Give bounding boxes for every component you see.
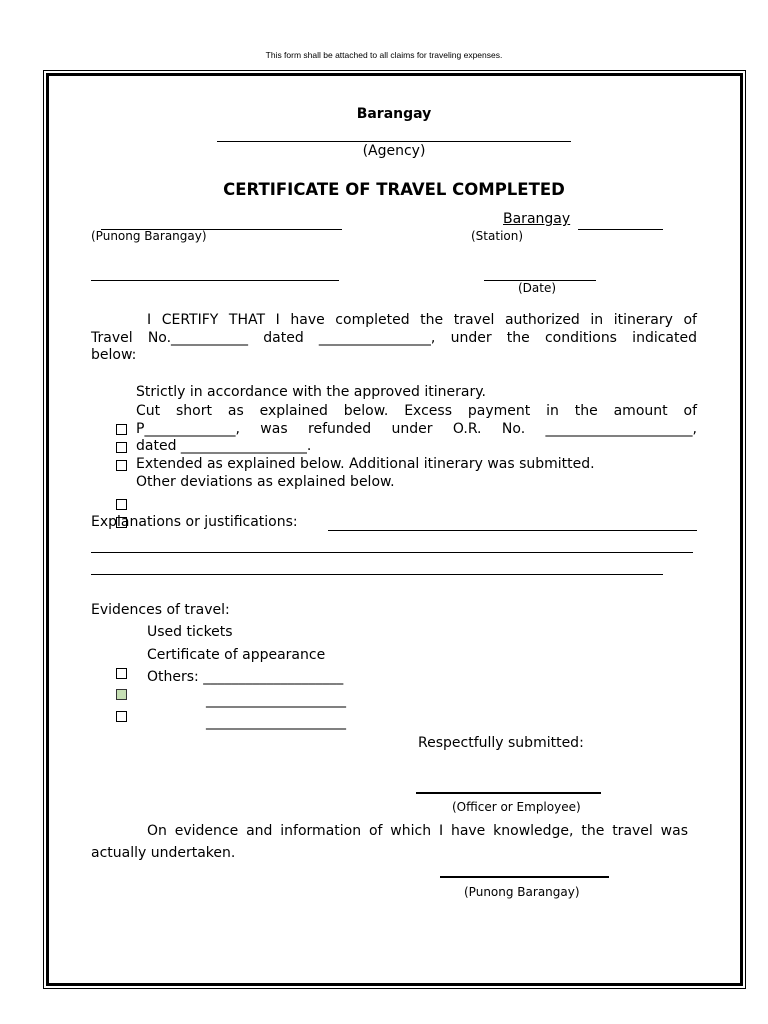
evidences-label: Evidences of travel: (91, 602, 230, 618)
evidence-statement-line-2: actually undertaken. (91, 845, 236, 861)
explanation-line-3 (91, 574, 663, 575)
evidence-certificate: Certificate of appearance (147, 647, 326, 663)
evidence-others: Others: ____________________ (147, 669, 344, 685)
name-line (91, 280, 339, 281)
top-note: This form shall be attached to all claims for traveling expenses. (265, 50, 503, 60)
checkbox-strict[interactable] (116, 424, 127, 435)
barangay-heading: Barangay (356, 106, 432, 122)
station-value: Barangay (503, 211, 571, 227)
checkbox-used-tickets[interactable] (116, 668, 127, 679)
officer-signature-line (416, 792, 601, 794)
station-line (578, 229, 663, 230)
condition-dated: dated __________________. (136, 438, 312, 454)
certify-line-1: I CERTIFY THAT I have completed the travel authorized in itinerary of (147, 312, 697, 328)
explanation-line-1 (328, 530, 697, 531)
checkbox-others[interactable] (116, 711, 127, 722)
checkbox-certificate[interactable] (116, 689, 127, 700)
agency-line (217, 141, 571, 142)
condition-refund: P_____________, was refunded under O.R. No. _____________________, (136, 421, 697, 437)
condition-cut-short: Cut short as explained below. Excess payment in the amount of (136, 403, 697, 419)
station-label: (Station) (471, 229, 524, 243)
explanation-line-2 (91, 552, 693, 553)
punong-barangay-label: (Punong Barangay) (91, 229, 207, 243)
explanations-label: Explanations or justifications: (91, 514, 298, 530)
evidence-blank-2: ____________________ (206, 714, 346, 730)
checkbox-other[interactable] (116, 499, 127, 510)
condition-extended: Extended as explained below. Additional itinerary was submitted. (136, 456, 595, 472)
checkbox-extended[interactable] (116, 460, 127, 471)
checkbox-overlap[interactable] (116, 517, 127, 528)
officer-label: (Officer or Employee) (452, 800, 581, 814)
checkbox-cut-short[interactable] (116, 442, 127, 453)
punong-signature-label: (Punong Barangay) (464, 885, 580, 899)
condition-strict: Strictly in accordance with the approved itinerary. (136, 384, 486, 400)
certify-line-2: Travel No.___________ dated ________________, under the conditions indicated (91, 330, 697, 346)
respectfully-submitted: Respectfully submitted: (418, 735, 584, 751)
date-label: (Date) (518, 281, 557, 295)
evidence-blank-1: ____________________ (206, 692, 346, 708)
page-title: CERTIFICATE OF TRAVEL COMPLETED (223, 180, 565, 199)
evidence-statement-line-1: On evidence and information of which I have knowledge, the travel was (147, 823, 688, 839)
certify-line-3: below: (91, 347, 137, 363)
agency-label: (Agency) (362, 143, 426, 159)
punong-signature-line (440, 876, 609, 878)
condition-other: Other deviations as explained below. (136, 474, 395, 490)
evidence-used-tickets: Used tickets (147, 624, 233, 640)
